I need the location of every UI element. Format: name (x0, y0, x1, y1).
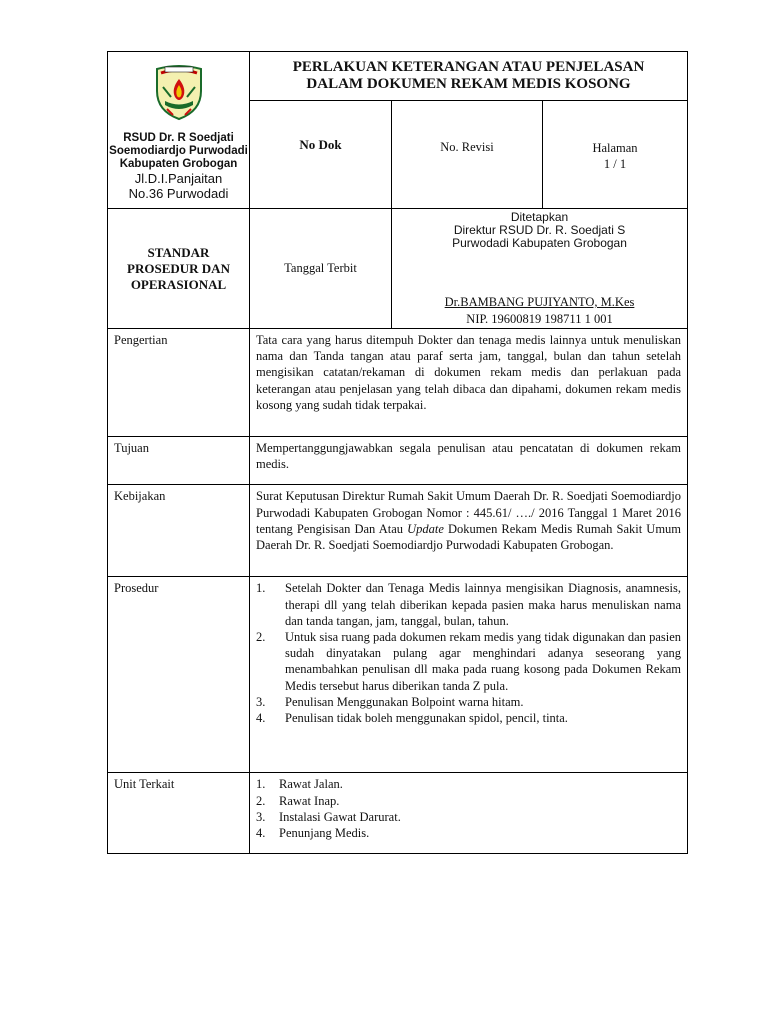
prosedur-item (256, 629, 681, 694)
hospital-address-line2: No.36 Purwodadi (128, 186, 229, 201)
prosedur-item-text: Penulisan tidak boleh menggunakan spidol, pencil, tinta. (285, 711, 568, 726)
prosedur-item (256, 694, 681, 710)
hospital-logo (108, 52, 249, 130)
no-revisi-label: No. Revisi (440, 140, 494, 154)
hospital-name: RSUD Dr. R Soedjati Soemodiardjo Purwodadi Kabupaten Grobogan (109, 132, 248, 170)
ditetapkan-line-2: Direktur RSUD Dr. R. Soedjati S (453, 223, 626, 237)
no-revisi-cell (392, 101, 543, 209)
kebijakan-text-part1: Surat Keputusan Direktur Rumah Sakit Umum Daerah Dr. R. Soedjati Soemodiardjo Purwodadi Kabupaten Grobogan Nomor : 445.61/ …./ 2016 Tanggal 1 Maret 2016 tentang Pengisisan Dan Atau (256, 489, 682, 536)
pengertian-label: Pengertian (108, 329, 250, 437)
kebijakan-text (250, 485, 688, 577)
sop-line-2: PROSEDUR DAN (127, 260, 230, 276)
unit-terkait-label: Unit Terkait (108, 773, 250, 854)
unit-item-text: Rawat Jalan. (279, 777, 343, 792)
unit-terkait-content (250, 773, 688, 854)
tanggal-terbit-label: Tanggal Terbit (284, 261, 357, 275)
no-dok-label: No Dok (299, 137, 342, 152)
unit-item-text: Penunjang Medis. (279, 826, 370, 841)
signatory-nip: NIP. 19600819 198711 1 001 (466, 312, 613, 326)
title-line-2: DALAM DOKUMEN REKAM MEDIS KOSONG (306, 76, 631, 92)
halaman-cell (543, 101, 688, 209)
no-dok-cell (250, 101, 392, 209)
unit-terkait-list (256, 776, 681, 841)
prosedur-item-number: 2. (256, 630, 266, 645)
hospital-address-line1: Jl.D.I.Panjaitan (134, 171, 223, 186)
unit-item-text: Instalasi Gawat Darurat. (279, 809, 401, 824)
prosedur-label: Prosedur (108, 577, 250, 773)
tujuan-text: Mempertanggungjawabkan segala penulisan atau pencatatan di dokumen rekam medis. (250, 437, 688, 485)
ditetapkan-line-3: Purwodadi Kabupaten Grobogan (452, 236, 627, 250)
prosedur-item-text: Setelah Dokter dan Tenaga Medis lainnya mengisikan Diagnosis, anamnesis, therapi dll yang telah diberikan kepada pasien maka harus menuliskan nama dan tanda tangan, jam, tanggal, bulan, tahun. (285, 581, 682, 628)
prosedur-content (250, 577, 688, 773)
ditetapkan-label: Ditetapkan (510, 210, 569, 224)
tujuan-label: Tujuan (108, 437, 250, 485)
prosedur-item (256, 580, 681, 629)
prosedur-item-text: Penulisan Menggunakan Bolpoint warna hitam. (285, 694, 524, 709)
unit-item-text: Rawat Inap. (279, 793, 340, 808)
unit-item-number: 2. (256, 793, 266, 808)
unit-terkait-item (256, 776, 681, 792)
hospital-crest-icon (151, 61, 207, 121)
kebijakan-text-part2: Dokumen Rekam Medis Rumah Sakit Umum Daerah Dr. R. Soedjati Soemodiardjo Purwodadi Kabupaten Grobogan. (256, 521, 682, 553)
unit-item-number: 3. (256, 809, 266, 824)
signatory-name: Dr.BAMBANG PUJIYANTO, M.Kes (444, 295, 635, 309)
kebijakan-label: Kebijakan (108, 485, 250, 577)
unit-item-number: 1. (256, 777, 266, 792)
prosedur-list (256, 580, 681, 726)
unit-item-number: 4. (256, 826, 266, 841)
hospital-info-cell (108, 52, 250, 209)
prosedur-item-number: 1. (256, 581, 266, 596)
kebijakan-text-italic: Update (407, 521, 444, 536)
prosedur-item-text: Untuk sisa ruang pada dokumen rekam medis yang tidak digunakan dan pasien sudah dinyatakan pulang agar menghindari adanya seseorang yang menambahkan penulisan dll maka pada ruang kosong pada Dokumen Rekam Medis tersebut harus diberikan tanda Z pula. (285, 630, 682, 693)
halaman-value: 1 / 1 (603, 157, 627, 171)
prosedur-item-number: 3. (256, 694, 266, 709)
sop-label-cell (108, 209, 250, 329)
ditetapkan-cell (392, 209, 688, 329)
unit-terkait-item (256, 825, 681, 841)
sop-table (107, 51, 688, 854)
unit-terkait-item (256, 793, 681, 809)
prosedur-item-number: 4. (256, 711, 266, 726)
unit-terkait-item (256, 809, 681, 825)
prosedur-item (256, 710, 681, 726)
sop-line-1: STANDAR (147, 244, 210, 260)
title-line-1: PERLAKUAN KETERANGAN ATAU PENJELASAN (292, 59, 645, 75)
document-title (250, 52, 688, 101)
sop-line-3: OPERASIONAL (130, 276, 227, 292)
pengertian-text: Tata cara yang harus ditempuh Dokter dan tenaga medis lainnya untuk menuliskan nama dan Tanda tangan atau paraf serta jam, tanggal, bulan dan tahun setelah mengisikan catatan/rekaman di dokumen rekam medis dan perlakuan pada keterangan atau penjelasan yang telah dibaca dan dipahami, dokumen rekam medis kosong yang sudah tidak terpakai. (250, 329, 688, 437)
halaman-label: Halaman (592, 141, 638, 155)
tanggal-terbit-cell (250, 209, 392, 329)
